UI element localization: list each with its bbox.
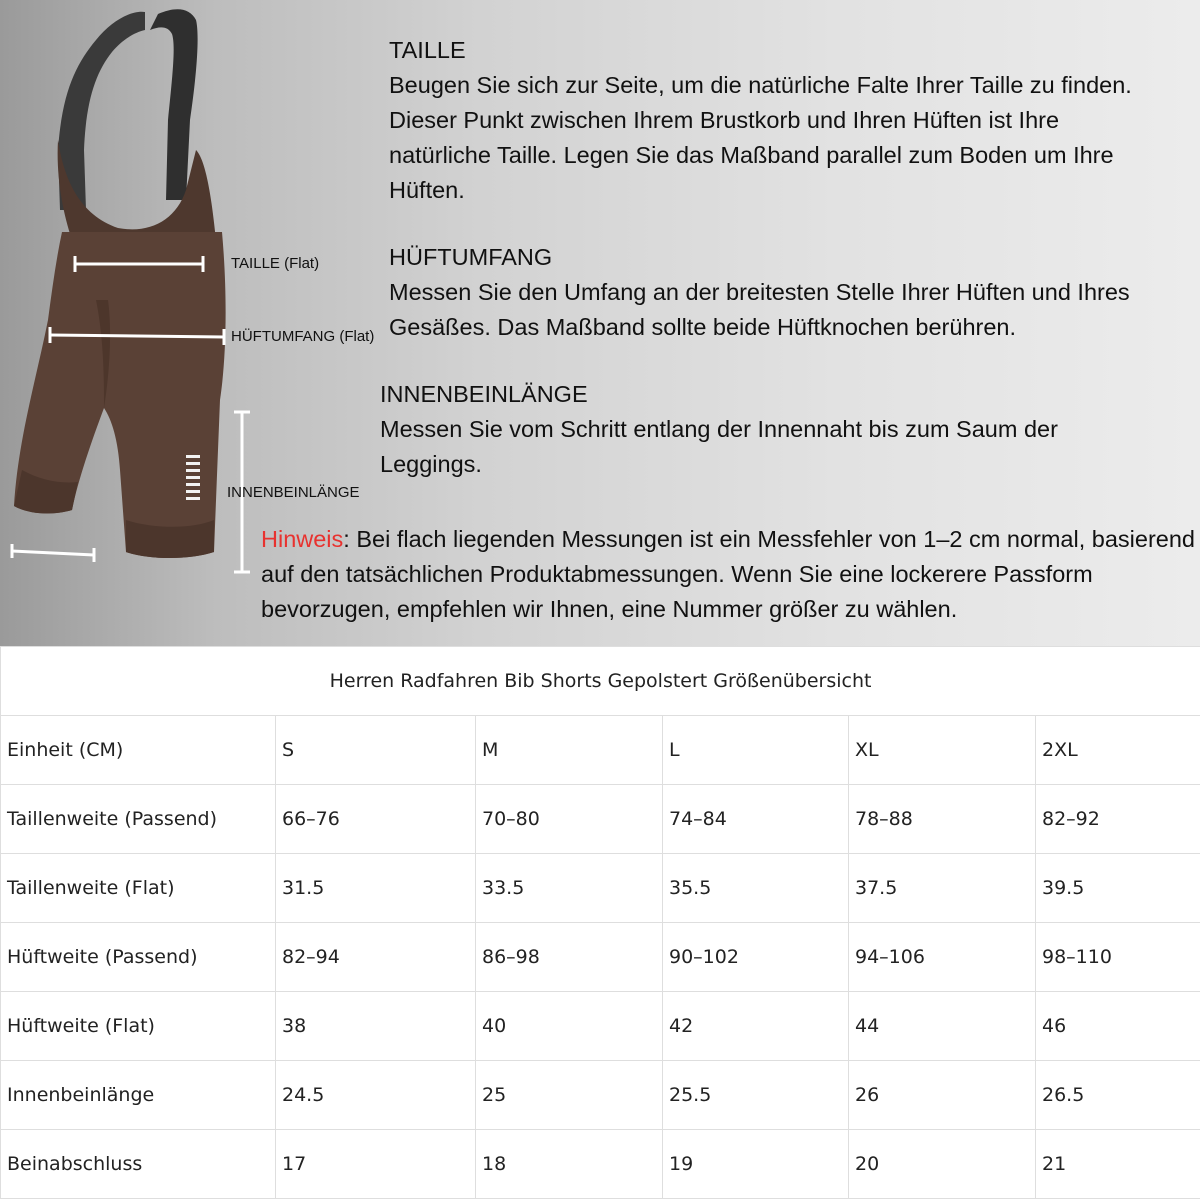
hip-line-1: Messen Sie den Umfang an der breitesten Stelle Ihrer Hüften und Ihres xyxy=(389,279,1130,305)
inseam-section xyxy=(380,377,1195,482)
table-cell: 86–98 xyxy=(476,923,663,992)
waist-label: TAILLE (Flat) xyxy=(231,255,320,272)
table-cell: 37.5 xyxy=(849,854,1036,923)
table-cell: 66–76 xyxy=(276,785,476,854)
table-cell: 25.5 xyxy=(663,1061,849,1130)
inseam-line-2: Leggings. xyxy=(380,451,482,477)
table-cell: 40 xyxy=(476,992,663,1061)
table-cell: 70–80 xyxy=(476,785,663,854)
table-title-row xyxy=(1,647,1200,716)
size-chart-table xyxy=(0,646,1200,1199)
header-size-xl: XL xyxy=(849,716,1036,785)
table-row xyxy=(1,1130,1200,1199)
header-size-s: S xyxy=(276,716,476,785)
note-label: Hinweis xyxy=(261,526,344,552)
row-label-cell: Innenbeinlänge xyxy=(1,1061,276,1130)
table-cell: 39.5 xyxy=(1036,854,1200,923)
table-cell: 21 xyxy=(1036,1130,1200,1199)
table-cell: 25 xyxy=(476,1061,663,1130)
waist-line-4: Hüften. xyxy=(389,177,465,203)
table-cell: 74–84 xyxy=(663,785,849,854)
header-unit: Einheit (CM) xyxy=(1,716,276,785)
table-cell: 94–106 xyxy=(849,923,1036,992)
table-row xyxy=(1,785,1200,854)
inseam-label: INNENBEINLÄNGE xyxy=(227,484,360,501)
table-row xyxy=(1,923,1200,992)
table-cell: 33.5 xyxy=(476,854,663,923)
row-label-cell: Hüftweite (Passend) xyxy=(1,923,276,992)
inseam-section-title: INNENBEINLÄNGE xyxy=(380,381,588,407)
hip-label: HÜFTUMFANG (Flat) xyxy=(231,328,375,345)
table-row xyxy=(1,1061,1200,1130)
table-header-row xyxy=(1,716,1200,785)
left-strap xyxy=(58,12,145,210)
table-cell: 46 xyxy=(1036,992,1200,1061)
row-label-cell: Hüftweite (Flat) xyxy=(1,992,276,1061)
table-cell: 26.5 xyxy=(1036,1061,1200,1130)
hip-line-2: Gesäßes. Das Maßband sollte beide Hüftknochen berühren. xyxy=(389,314,1017,340)
header-size-m: M xyxy=(476,716,663,785)
table-cell: 31.5 xyxy=(276,854,476,923)
hip-section xyxy=(389,240,1199,345)
header-size-2xl: 2XL xyxy=(1036,716,1200,785)
table-cell: 90–102 xyxy=(663,923,849,992)
note-text: : Bei flach liegenden Messungen ist ein Messfehler von 1–2 cm normal, basierend auf den tatsächlichen Produktabmessungen. Wenn Sie eine lockerere Passform bevorzugen, empfehlen wir Ihnen, eine Nummer größer zu wählen. xyxy=(261,526,1195,622)
waist-line-2: Dieser Punkt zwischen Ihrem Brustkorb und Ihren Hüften ist Ihre xyxy=(389,107,1060,133)
table-cell: 18 xyxy=(476,1130,663,1199)
table-title: Herren Radfahren Bib Shorts Gepolstert Größenübersicht xyxy=(1,647,1200,716)
table-cell: 78–88 xyxy=(849,785,1036,854)
table-cell: 82–94 xyxy=(276,923,476,992)
hip-section-title: HÜFTUMFANG xyxy=(389,244,553,270)
table-cell: 19 xyxy=(663,1130,849,1199)
row-label-cell: Taillenweite (Passend) xyxy=(1,785,276,854)
row-label-cell: Taillenweite (Flat) xyxy=(1,854,276,923)
right-strap xyxy=(150,9,198,200)
header-size-l: L xyxy=(663,716,849,785)
measurement-note xyxy=(261,522,1196,627)
table-cell: 98–110 xyxy=(1036,923,1200,992)
table-cell: 20 xyxy=(849,1130,1036,1199)
row-label-cell: Beinabschluss xyxy=(1,1130,276,1199)
waist-line-1: Beugen Sie sich zur Seite, um die natürliche Falte Ihrer Taille zu finden. xyxy=(389,72,1132,98)
table-cell: 82–92 xyxy=(1036,785,1200,854)
table-cell: 24.5 xyxy=(276,1061,476,1130)
table-cell: 38 xyxy=(276,992,476,1061)
waist-line-3: natürliche Taille. Legen Sie das Maßband parallel zum Boden um Ihre xyxy=(389,142,1114,168)
waist-section xyxy=(389,33,1199,208)
table-row xyxy=(1,854,1200,923)
leg-opening-measure-line xyxy=(12,544,94,562)
table-cell: 42 xyxy=(663,992,849,1061)
table-cell: 44 xyxy=(849,992,1036,1061)
inseam-line-1: Messen Sie vom Schritt entlang der Innennaht bis zum Saum der xyxy=(380,416,1058,442)
waist-section-title: TAILLE xyxy=(389,37,466,63)
table-cell: 17 xyxy=(276,1130,476,1199)
table-cell: 35.5 xyxy=(663,854,849,923)
table-cell: 26 xyxy=(849,1061,1036,1130)
table-row xyxy=(1,992,1200,1061)
